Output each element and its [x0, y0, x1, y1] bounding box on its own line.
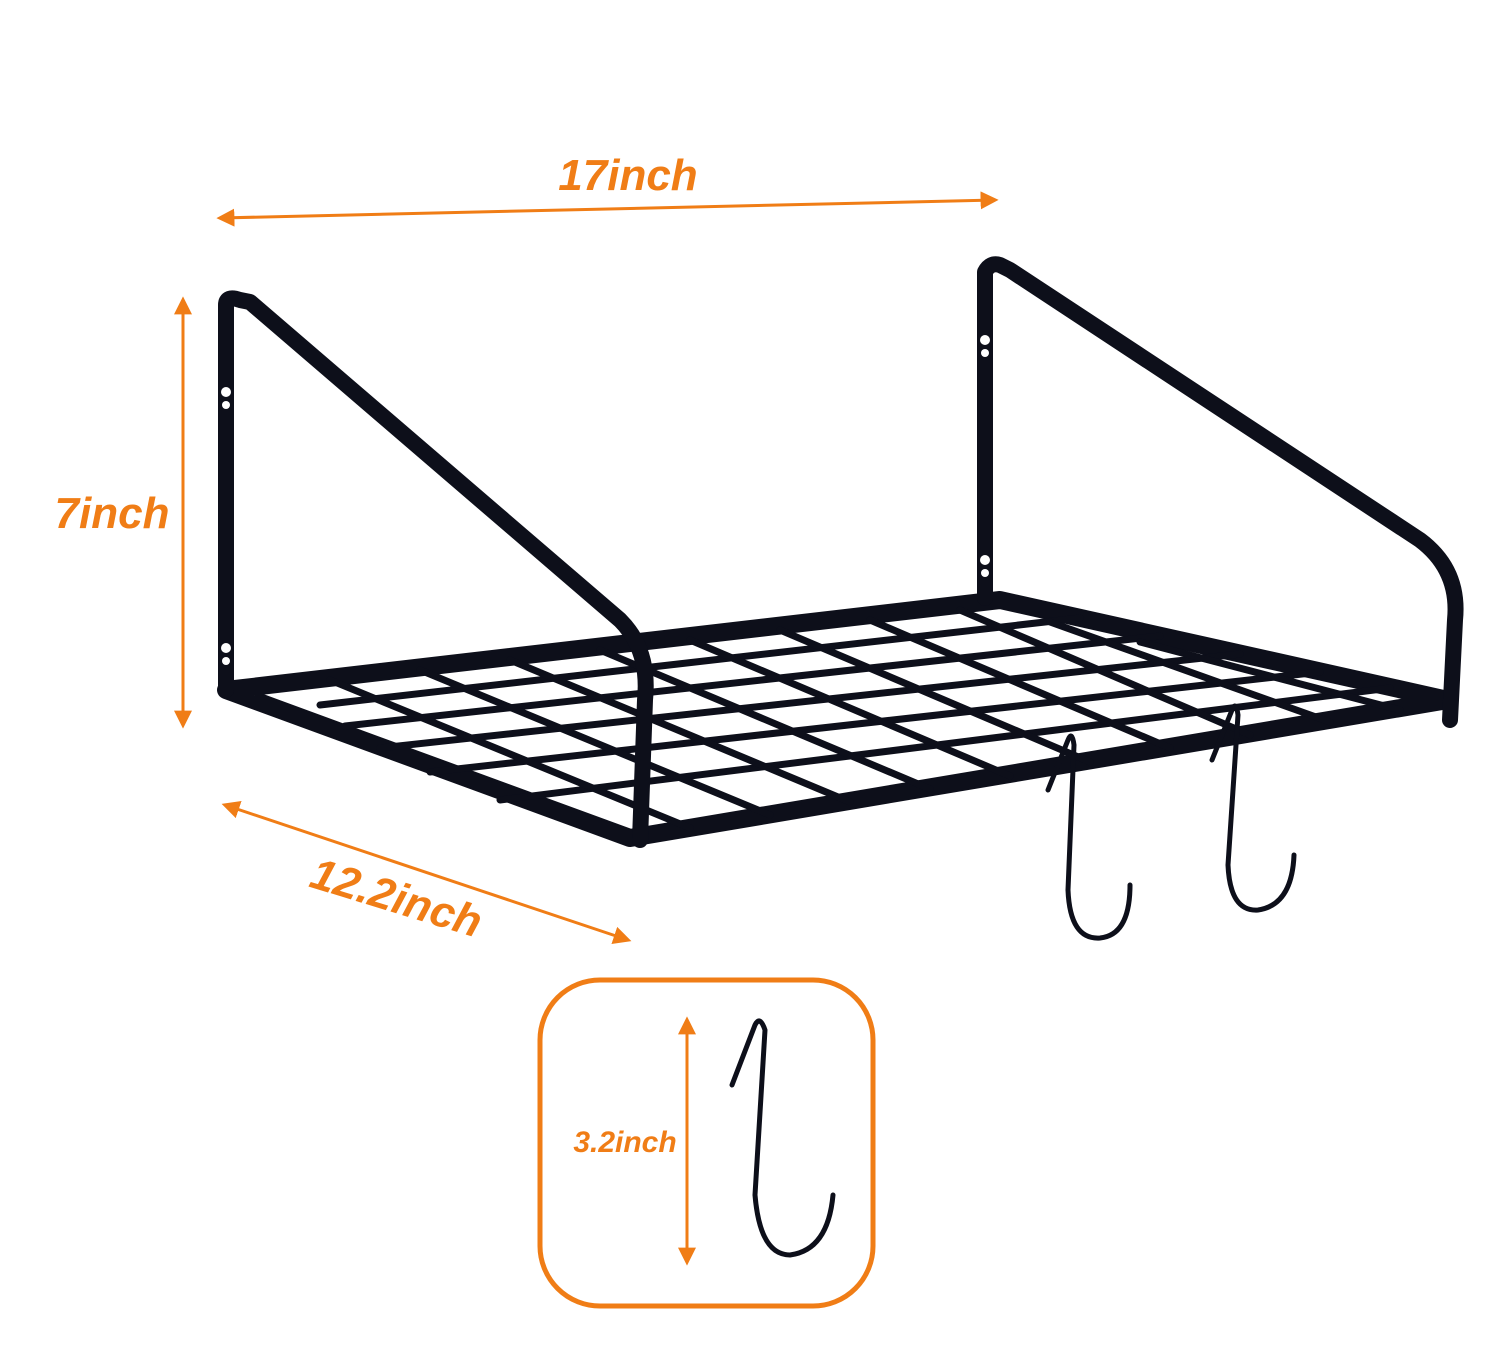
height-label: 7inch: [54, 489, 170, 538]
hook-length-label: 3.2inch: [573, 1126, 677, 1159]
pot-rack: [221, 264, 1456, 938]
width-dimension: [220, 151, 995, 218]
width-label: 17inch: [558, 151, 698, 200]
hook-detail-icon: [732, 1021, 833, 1255]
depth-dimension: [225, 805, 628, 947]
hook-detail: [540, 980, 873, 1306]
height-dimension: [55, 300, 183, 725]
width-arrow: [220, 200, 995, 218]
depth-label: 12.2inch: [304, 848, 488, 948]
